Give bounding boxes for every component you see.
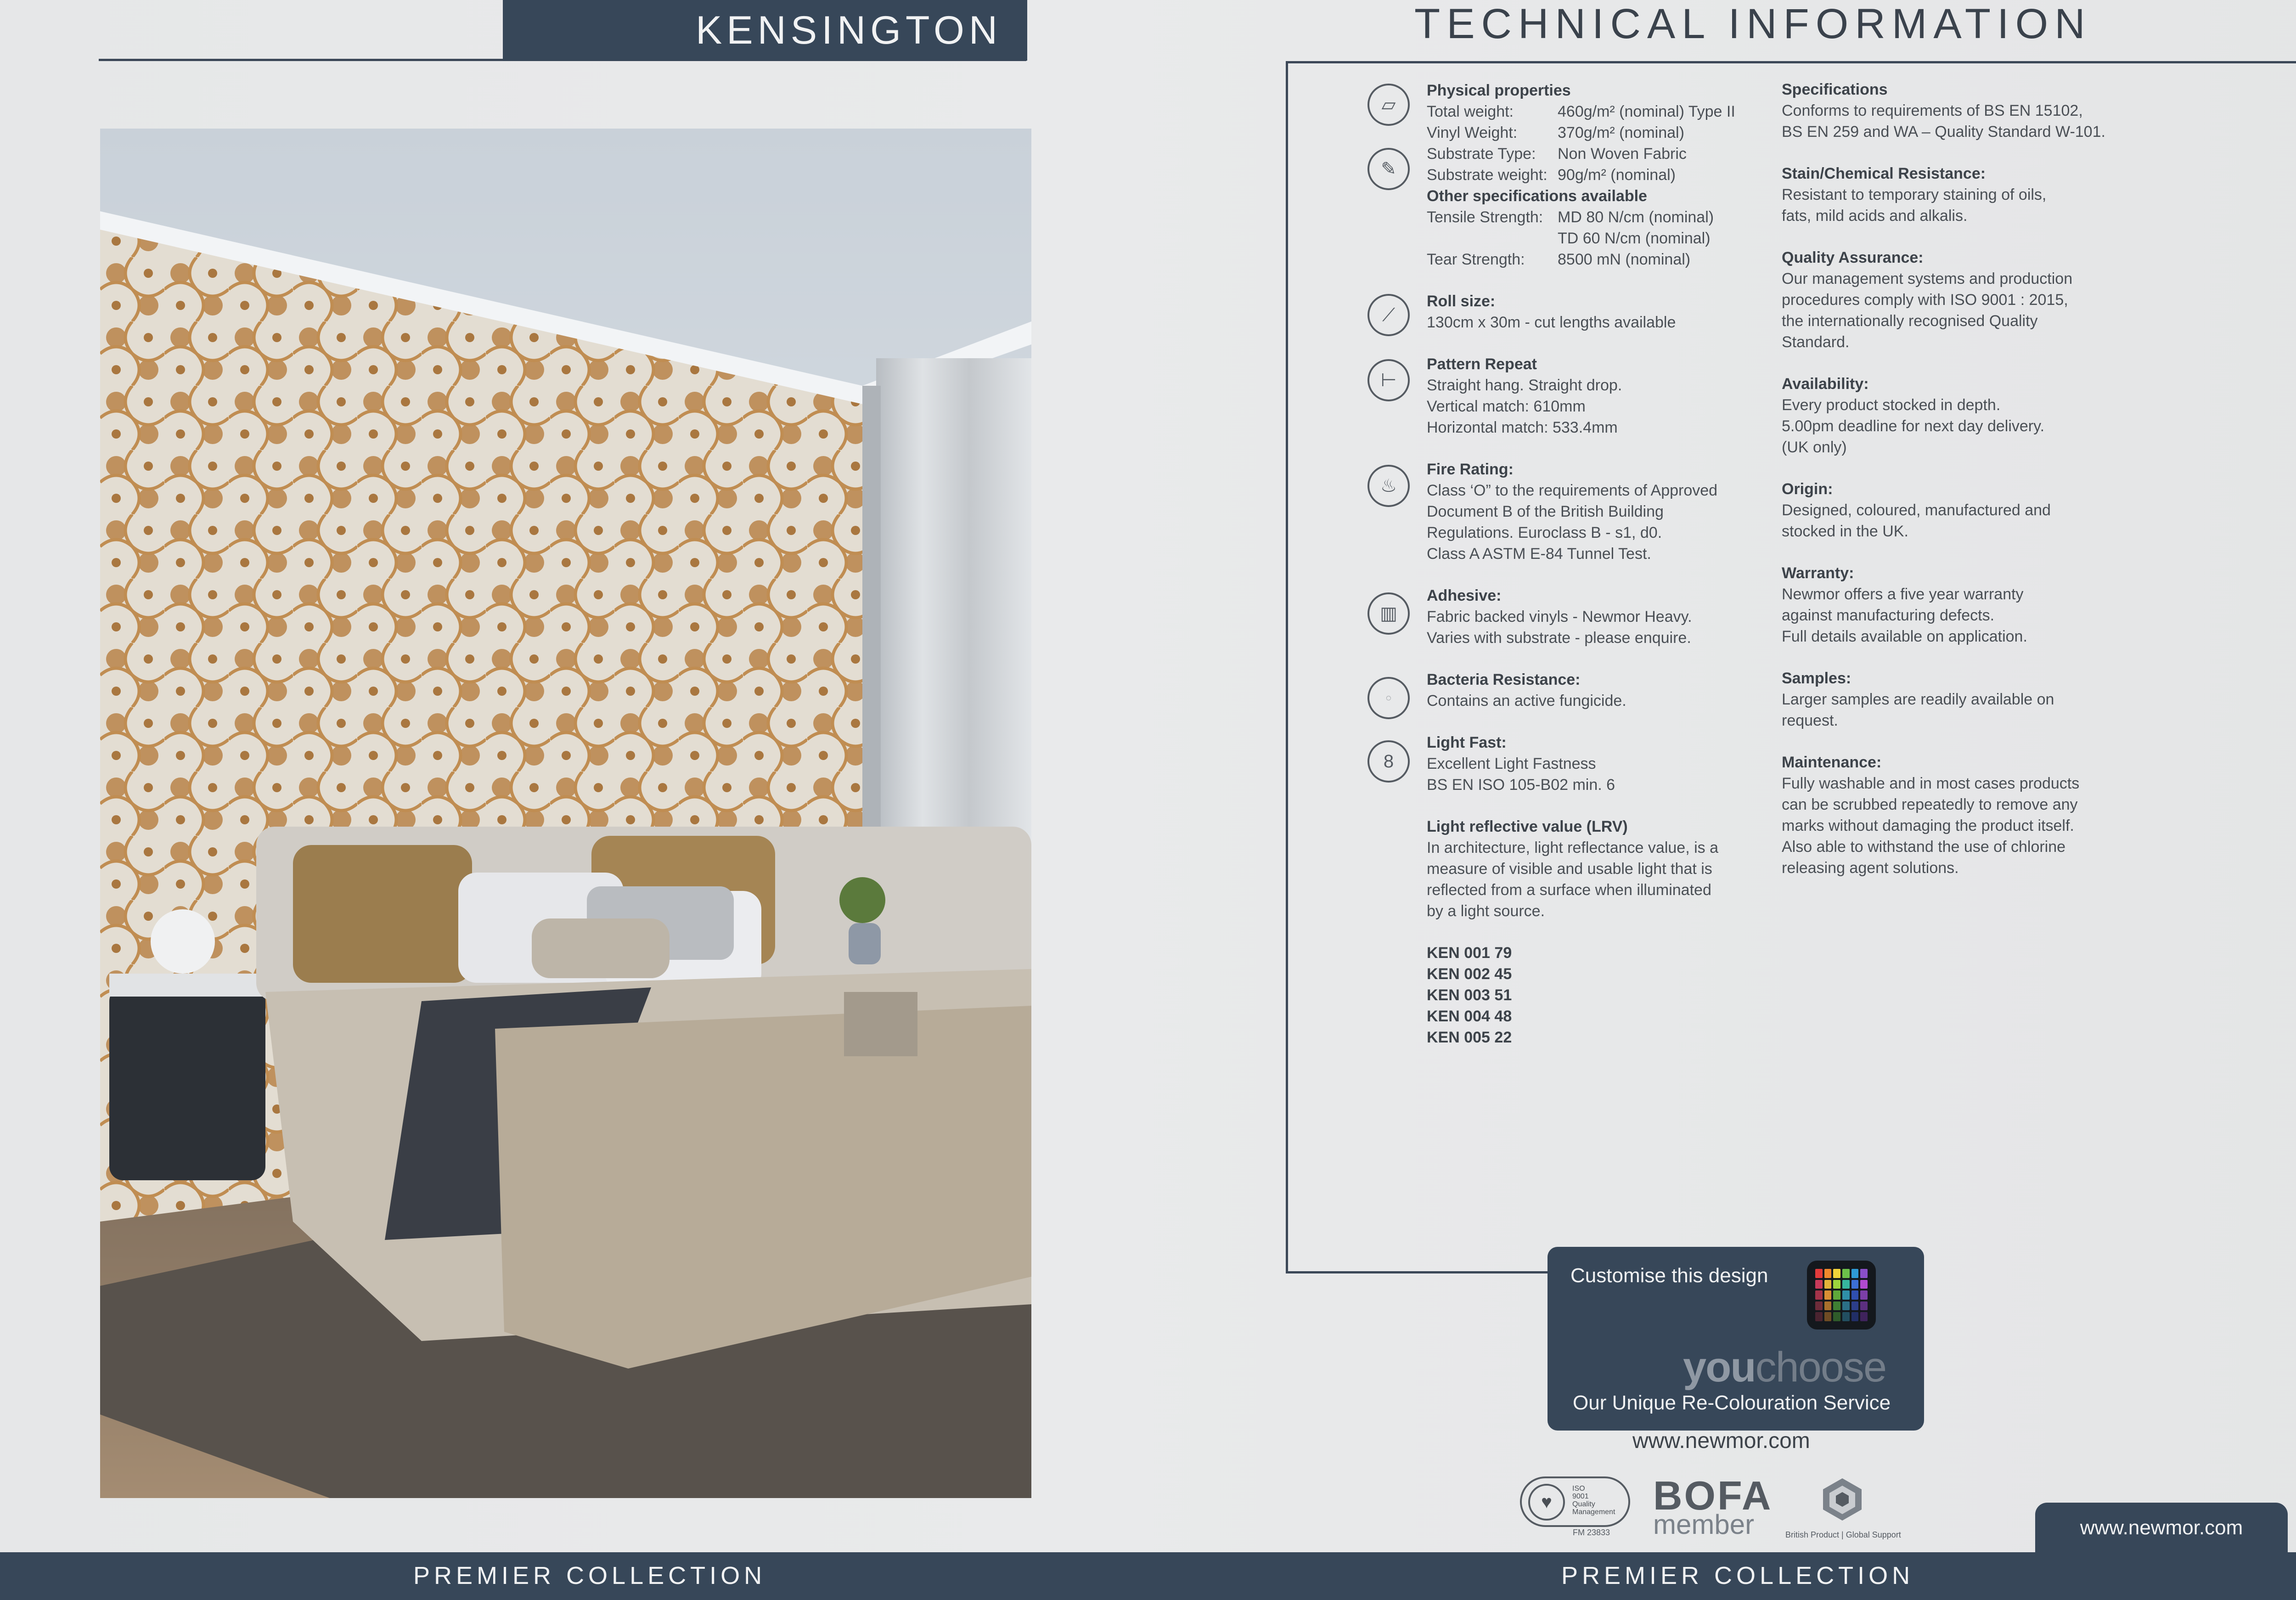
customise-label: Customise this design bbox=[1570, 1264, 1768, 1287]
collection-banner bbox=[503, 0, 1027, 61]
pattern-repeat-section: Pattern Repeat Straight hang. Straight drop. Vertical match: 610mm Horizontal match: 533.4mm bbox=[1427, 355, 1622, 436]
fire-rating-icon: ♨ bbox=[1367, 465, 1410, 507]
product-code: KEN 002 45 bbox=[1427, 965, 1512, 983]
spec-row: Tear Strength: 8500 mN (nominal) bbox=[1427, 251, 1691, 268]
bsi-iso-logo bbox=[1520, 1476, 1630, 1527]
roll-size-icon: ⟋ bbox=[1367, 294, 1410, 336]
fire-rating-section: Fire Rating: Class ‘O” to the requirements of Approved Document B of the British Building Regulations. Euroclass B - s1, d0. Class A ASTM E-84 Tunnel Test. bbox=[1427, 461, 1718, 563]
footer-collection-left: PREMIER COLLECTION bbox=[413, 1562, 766, 1589]
youchoose-logo: youchoose bbox=[1683, 1344, 1886, 1391]
bacteria-resistance-section: Bacteria Resistance: Contains an active fungicide. bbox=[1427, 671, 1626, 710]
british-product-label: British Product | Global Support bbox=[1785, 1530, 1901, 1539]
website-link[interactable]: www.newmor.com bbox=[1632, 1429, 1810, 1453]
footer-collection-right: PREMIER COLLECTION bbox=[1561, 1562, 1914, 1589]
bacteria-resistance-icon: ◌ bbox=[1367, 677, 1410, 719]
pattern-repeat-icon: ⊢ bbox=[1367, 359, 1410, 401]
technical-info-title: TECHNICAL INFORMATION bbox=[1414, 0, 2092, 47]
product-code: KEN 005 22 bbox=[1427, 1029, 1512, 1046]
spec-row: Total weight: 460g/m² (nominal) Type II bbox=[1427, 103, 1735, 120]
collection-name: KENSINGTON bbox=[695, 8, 1002, 52]
bofa-logo: BOFA bbox=[1653, 1473, 1773, 1518]
header-rule-right bbox=[1286, 61, 2296, 63]
bedroom-photo bbox=[100, 129, 1031, 1498]
product-codes bbox=[1427, 942, 1757, 1048]
recolouration-service-label: Our Unique Re-Colouration Service bbox=[1573, 1392, 1891, 1414]
spec-column-right bbox=[1782, 79, 2149, 899]
website-tab[interactable]: www.newmor.com bbox=[2035, 1503, 2288, 1553]
origin-section: Origin: Designed, coloured, manufactured and stocked in the UK. bbox=[1782, 480, 2051, 540]
frame-left-rule bbox=[1286, 61, 1288, 1273]
specifications-section: Specifications Conforms to requirements of BS EN 15102, BS EN 259 and WA – Quality Standard W-101. bbox=[1782, 81, 2105, 141]
bofa-member-label: member bbox=[1653, 1509, 1755, 1540]
colour-palette-icon bbox=[1807, 1261, 1876, 1330]
frame-bottom-rule bbox=[1286, 1271, 1548, 1273]
quality-assurance-section: Quality Assurance: Our management systems and production procedures comply with ISO 9001 : 2015, the internationally recognised Quality Standard. bbox=[1782, 249, 2073, 351]
youchoose-panel[interactable] bbox=[1548, 1247, 1924, 1431]
fm-certificate-number: FM 23833 bbox=[1573, 1528, 1610, 1537]
bsi-kitemark-icon: ♥ bbox=[1528, 1484, 1565, 1521]
spec-row: Substrate weight: 90g/m² (nominal) bbox=[1427, 166, 1676, 184]
spec-row: Substrate Type: Non Woven Fabric bbox=[1427, 145, 1687, 163]
physical-properties-section: Physical properties Total weight: 460g/m² (nominal) Type II Vinyl Weight: 370g/m² (nominal) Substrate Type: Non Woven Fabric Substrate weight: 90g/m² (nominal) Other specifications available Tensile Strength: MD 80 N/cm (nominal) TD 60 N/cm (nominal) Tear Strength: 8500 mN (nominal) bbox=[1427, 80, 1757, 270]
warranty-section: Warranty: Newmor offers a five year warranty against manufacturing defects. Full details available on application. bbox=[1782, 564, 2027, 645]
spec-row: Vinyl Weight: 370g/m² (nominal) bbox=[1427, 124, 1684, 141]
stain-resistance-section: Stain/Chemical Resistance: Resistant to temporary staining of oils, fats, mild acids and alkalis. bbox=[1782, 165, 2047, 225]
maintenance-section: Maintenance: Fully washable and in most cases products can be scrubbed repeatedly to remove any marks without damaging the product itself. Also able to withstand the use of chlorine releasing agent solutions. bbox=[1782, 754, 2080, 877]
british-product-icon bbox=[1819, 1476, 1865, 1522]
spec-row: Tensile Strength: MD 80 N/cm (nominal) bbox=[1427, 208, 1714, 226]
product-code: KEN 001 79 bbox=[1427, 944, 1512, 962]
product-code: KEN 004 48 bbox=[1427, 1008, 1512, 1025]
substrate-icon: ✎ bbox=[1367, 148, 1410, 190]
samples-section: Samples: Larger samples are readily available on request. bbox=[1782, 670, 2054, 729]
product-code: KEN 003 51 bbox=[1427, 986, 1512, 1004]
physical-properties-icon: ▱ bbox=[1367, 84, 1410, 126]
spec-column-left bbox=[1427, 80, 1757, 1048]
roll-size-section: Roll size: 130cm x 30m - cut lengths available bbox=[1427, 293, 1676, 331]
light-fast-icon: 8 bbox=[1367, 740, 1410, 783]
lrv-section: Light reflective value (LRV) In architecture, light reflectance value, is a measure of visible and usable light that is reflected from a surface when illuminated by a light source. bbox=[1427, 818, 1718, 920]
availability-section: Availability: Every product stocked in depth. 5.00pm deadline for next day delivery. (UK only) bbox=[1782, 375, 2045, 456]
adhesive-icon: ▥ bbox=[1367, 592, 1410, 635]
light-fast-section: Light Fast: Excellent Light Fastness BS EN ISO 105-B02 min. 6 bbox=[1427, 734, 1615, 794]
iso-label: ISO 9001 Quality Management bbox=[1572, 1485, 1615, 1516]
footer-bar bbox=[0, 1552, 2296, 1600]
adhesive-section: Adhesive: Fabric backed vinyls - Newmor Heavy. Varies with substrate - please enquire. bbox=[1427, 587, 1692, 647]
